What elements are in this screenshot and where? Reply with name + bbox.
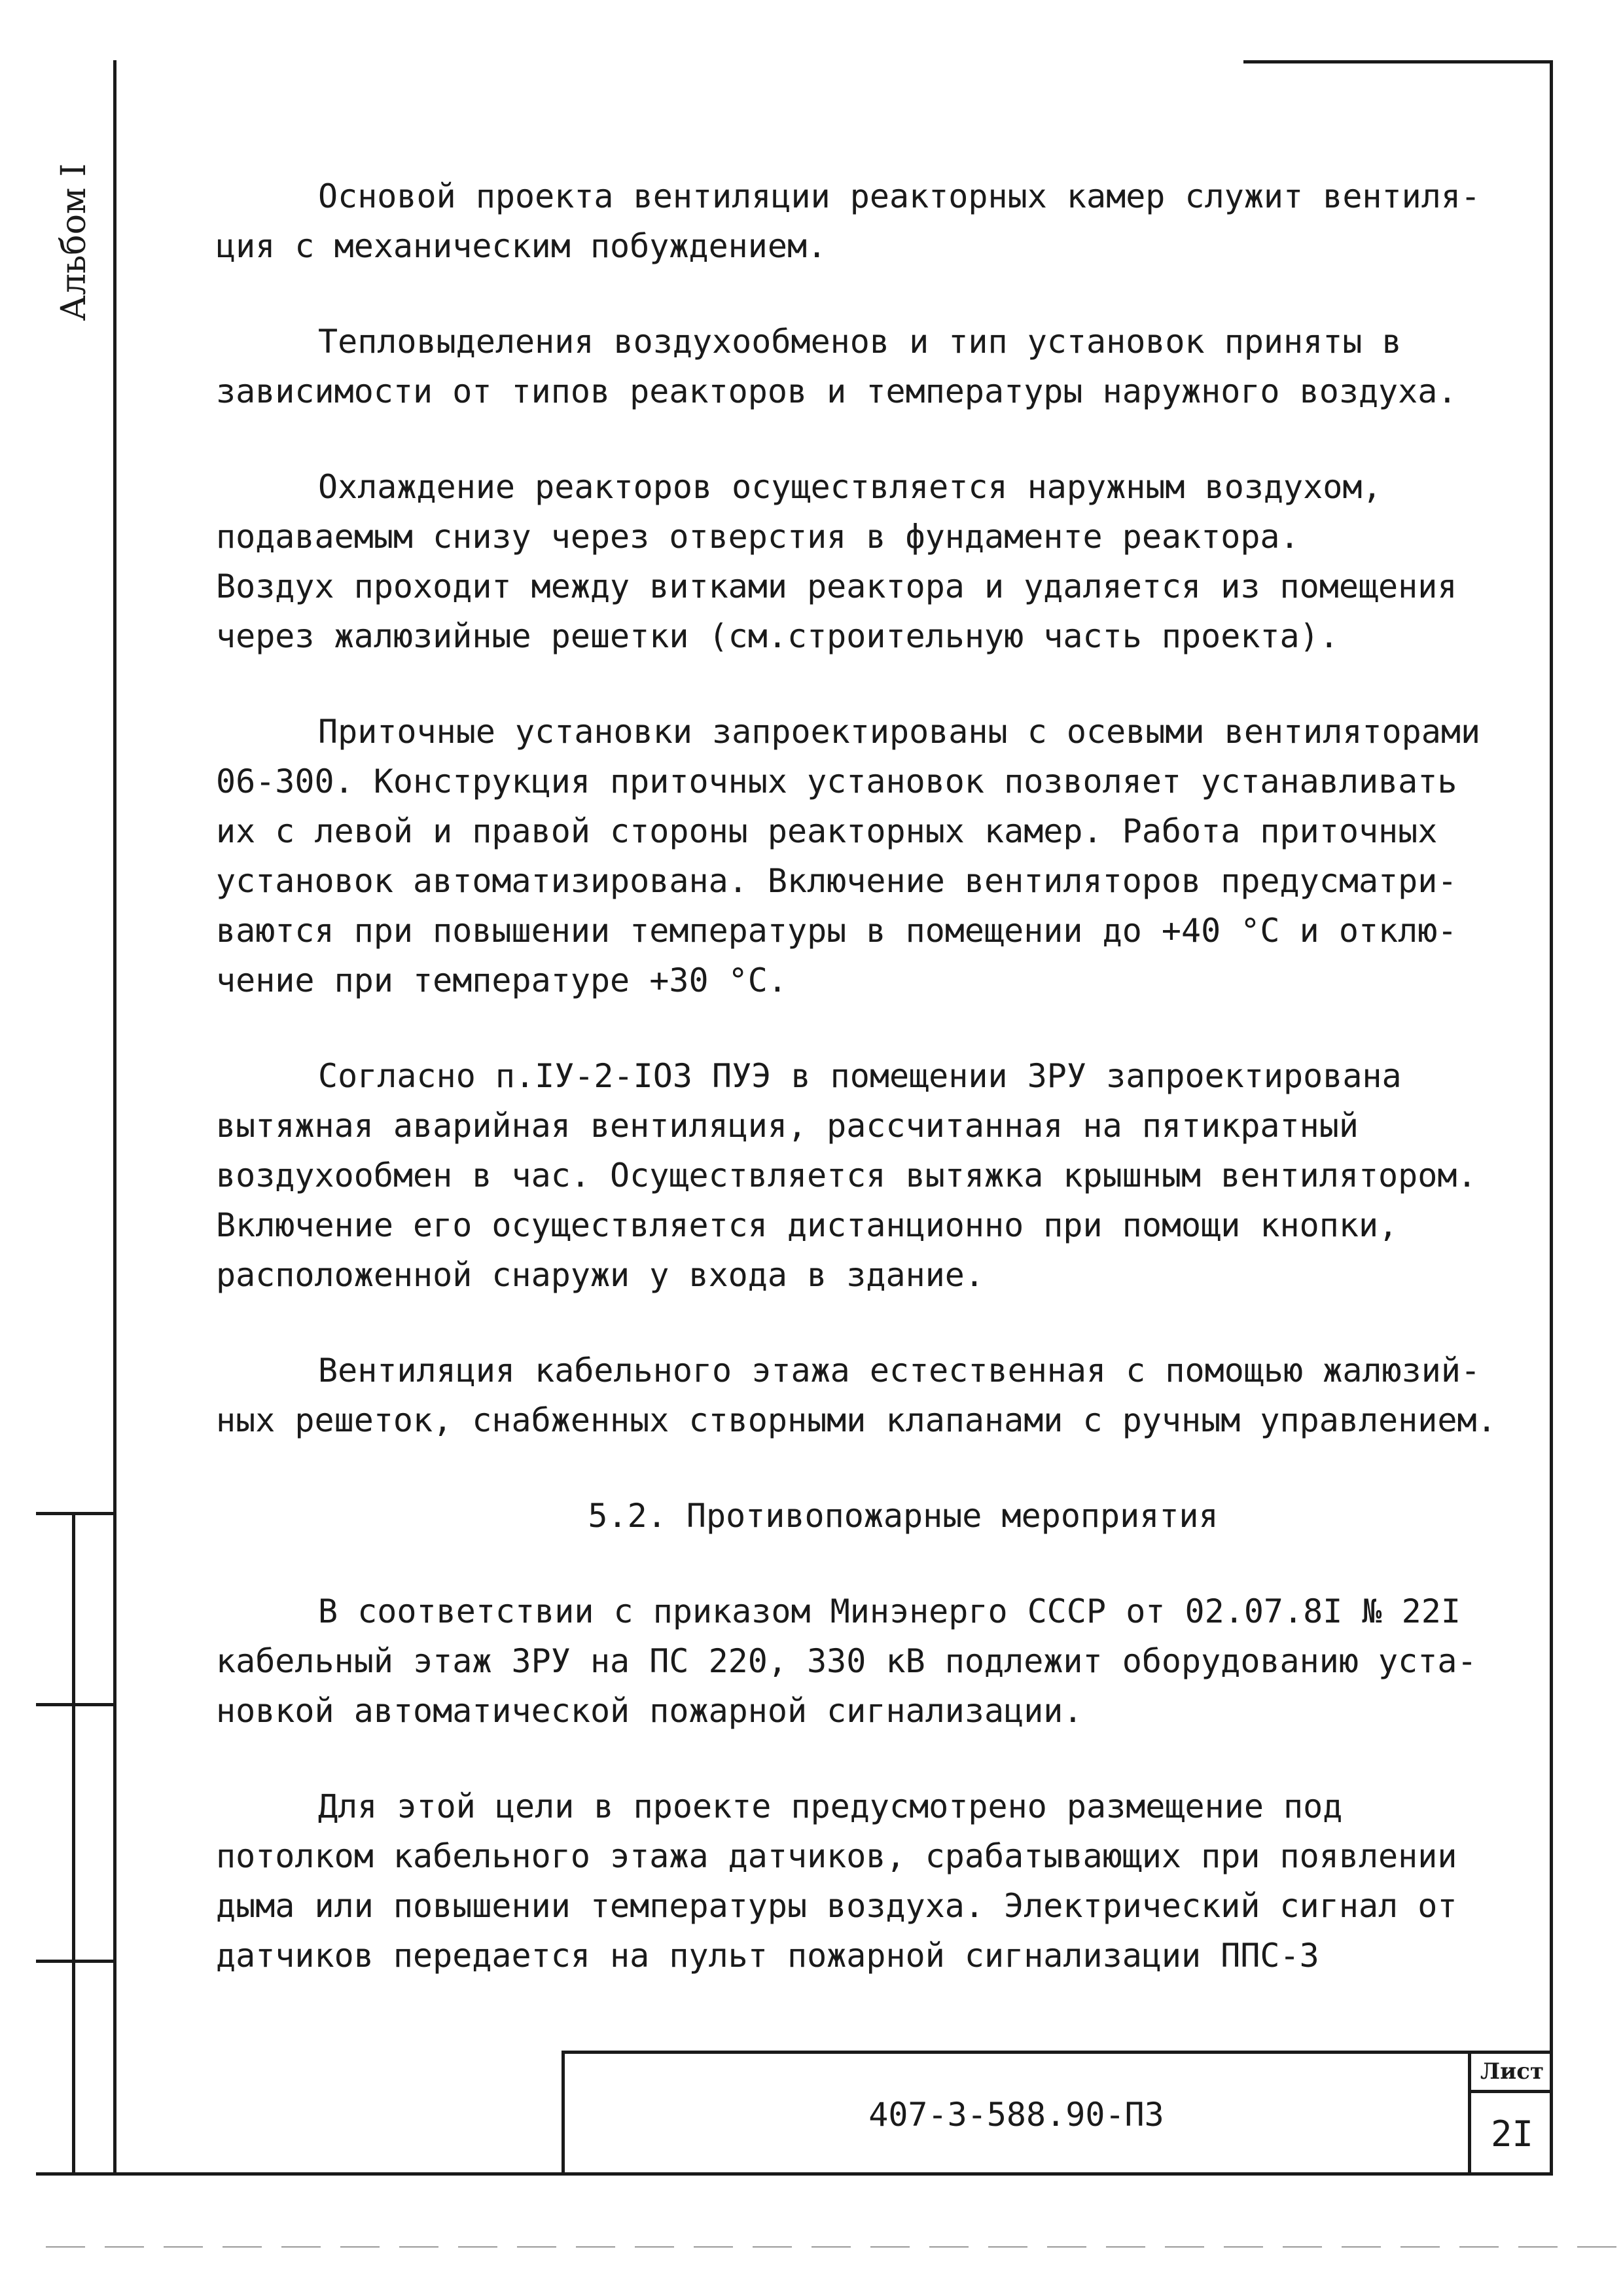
document-body (216, 171, 1531, 2026)
document-code: 407-3-588.90-ПЗ (868, 2096, 1164, 2134)
paragraph: Тепловыделения воздухообменов и тип установок приняты в зависимости от типов реакторов и температуры наружного воздуха. (216, 323, 1457, 410)
paragraph: В соответствии с приказом Минэнерго СССР от 02.07.8I № 22I кабельный этаж ЗРУ на ПС 220, 330 кВ подлежит оборудованию уста- новкой автоматической пожарной сигнализации. (216, 1592, 1477, 1730)
side-stamp-divider (72, 1512, 75, 2174)
paragraph: Основой проекта вентиляции реакторных камер служит вентиля- ция с механическим побуждением. (216, 177, 1481, 265)
scan-artifact-line (46, 2246, 1616, 2248)
sheet-box (1468, 2054, 1553, 2176)
paragraph: Вентиляция кабельного этажа естественная с помощью жалюзий- ных решеток, снабженных створными клапанами с ручным управлением. (216, 1352, 1497, 1439)
frame-right-border (1550, 60, 1553, 2176)
frame-left-border (113, 60, 116, 2176)
sheet-number: 2I (1490, 2113, 1534, 2155)
paragraph: Охлаждение реакторов осуществляется наружным воздухом, подаваемым снизу через отверстия в фундаменте реактора. Воздух проходит между витками реактора и удаляется из помещения через жалюзийные решетки (см.строительную часть проекта). (216, 468, 1457, 655)
paragraph: Согласно п.IУ-2-IO3 ПУЭ в помещении ЗРУ запроектирована вытяжная аварийная вентиляция, рассчитанная на пятикратный воздухообмен в час. Осуществляется вытяжка крышным вентилятором. Включение его осуществляется дистанционно при помощи кнопки, расположенной снаружи у входа в здание. (216, 1057, 1477, 1294)
side-stamp-table (36, 1512, 113, 2174)
paragraph: Для этой цели в проекте предусмотрено размещение под потолком кабельного этажа датчиков, срабатывающих при появлении дыма или повышении температуры воздуха. Электрический сигнал от датчиков передается на пульт пожарной сигнализации ППС-3 (216, 1787, 1457, 1975)
album-label: Альбом I (54, 163, 94, 321)
frame-top-border (1243, 60, 1553, 63)
sheet-label: Лист (1471, 2054, 1553, 2093)
title-block (562, 2051, 1553, 2176)
paragraph: Приточные установки запроектированы с осевыми вентиляторами 06-300. Конструкция приточных установок позволяет устанавливать их с левой и правой стороны реакторных камер. Работа приточных установок автоматизирована. Включение вентиляторов предусматри- ваются при повышении температуры в помещении до +40 °С и отклю- чение при температуре +30 °С. (216, 713, 1481, 999)
section-title: 5.2. Противопожарные мероприятия (588, 1497, 1219, 1535)
